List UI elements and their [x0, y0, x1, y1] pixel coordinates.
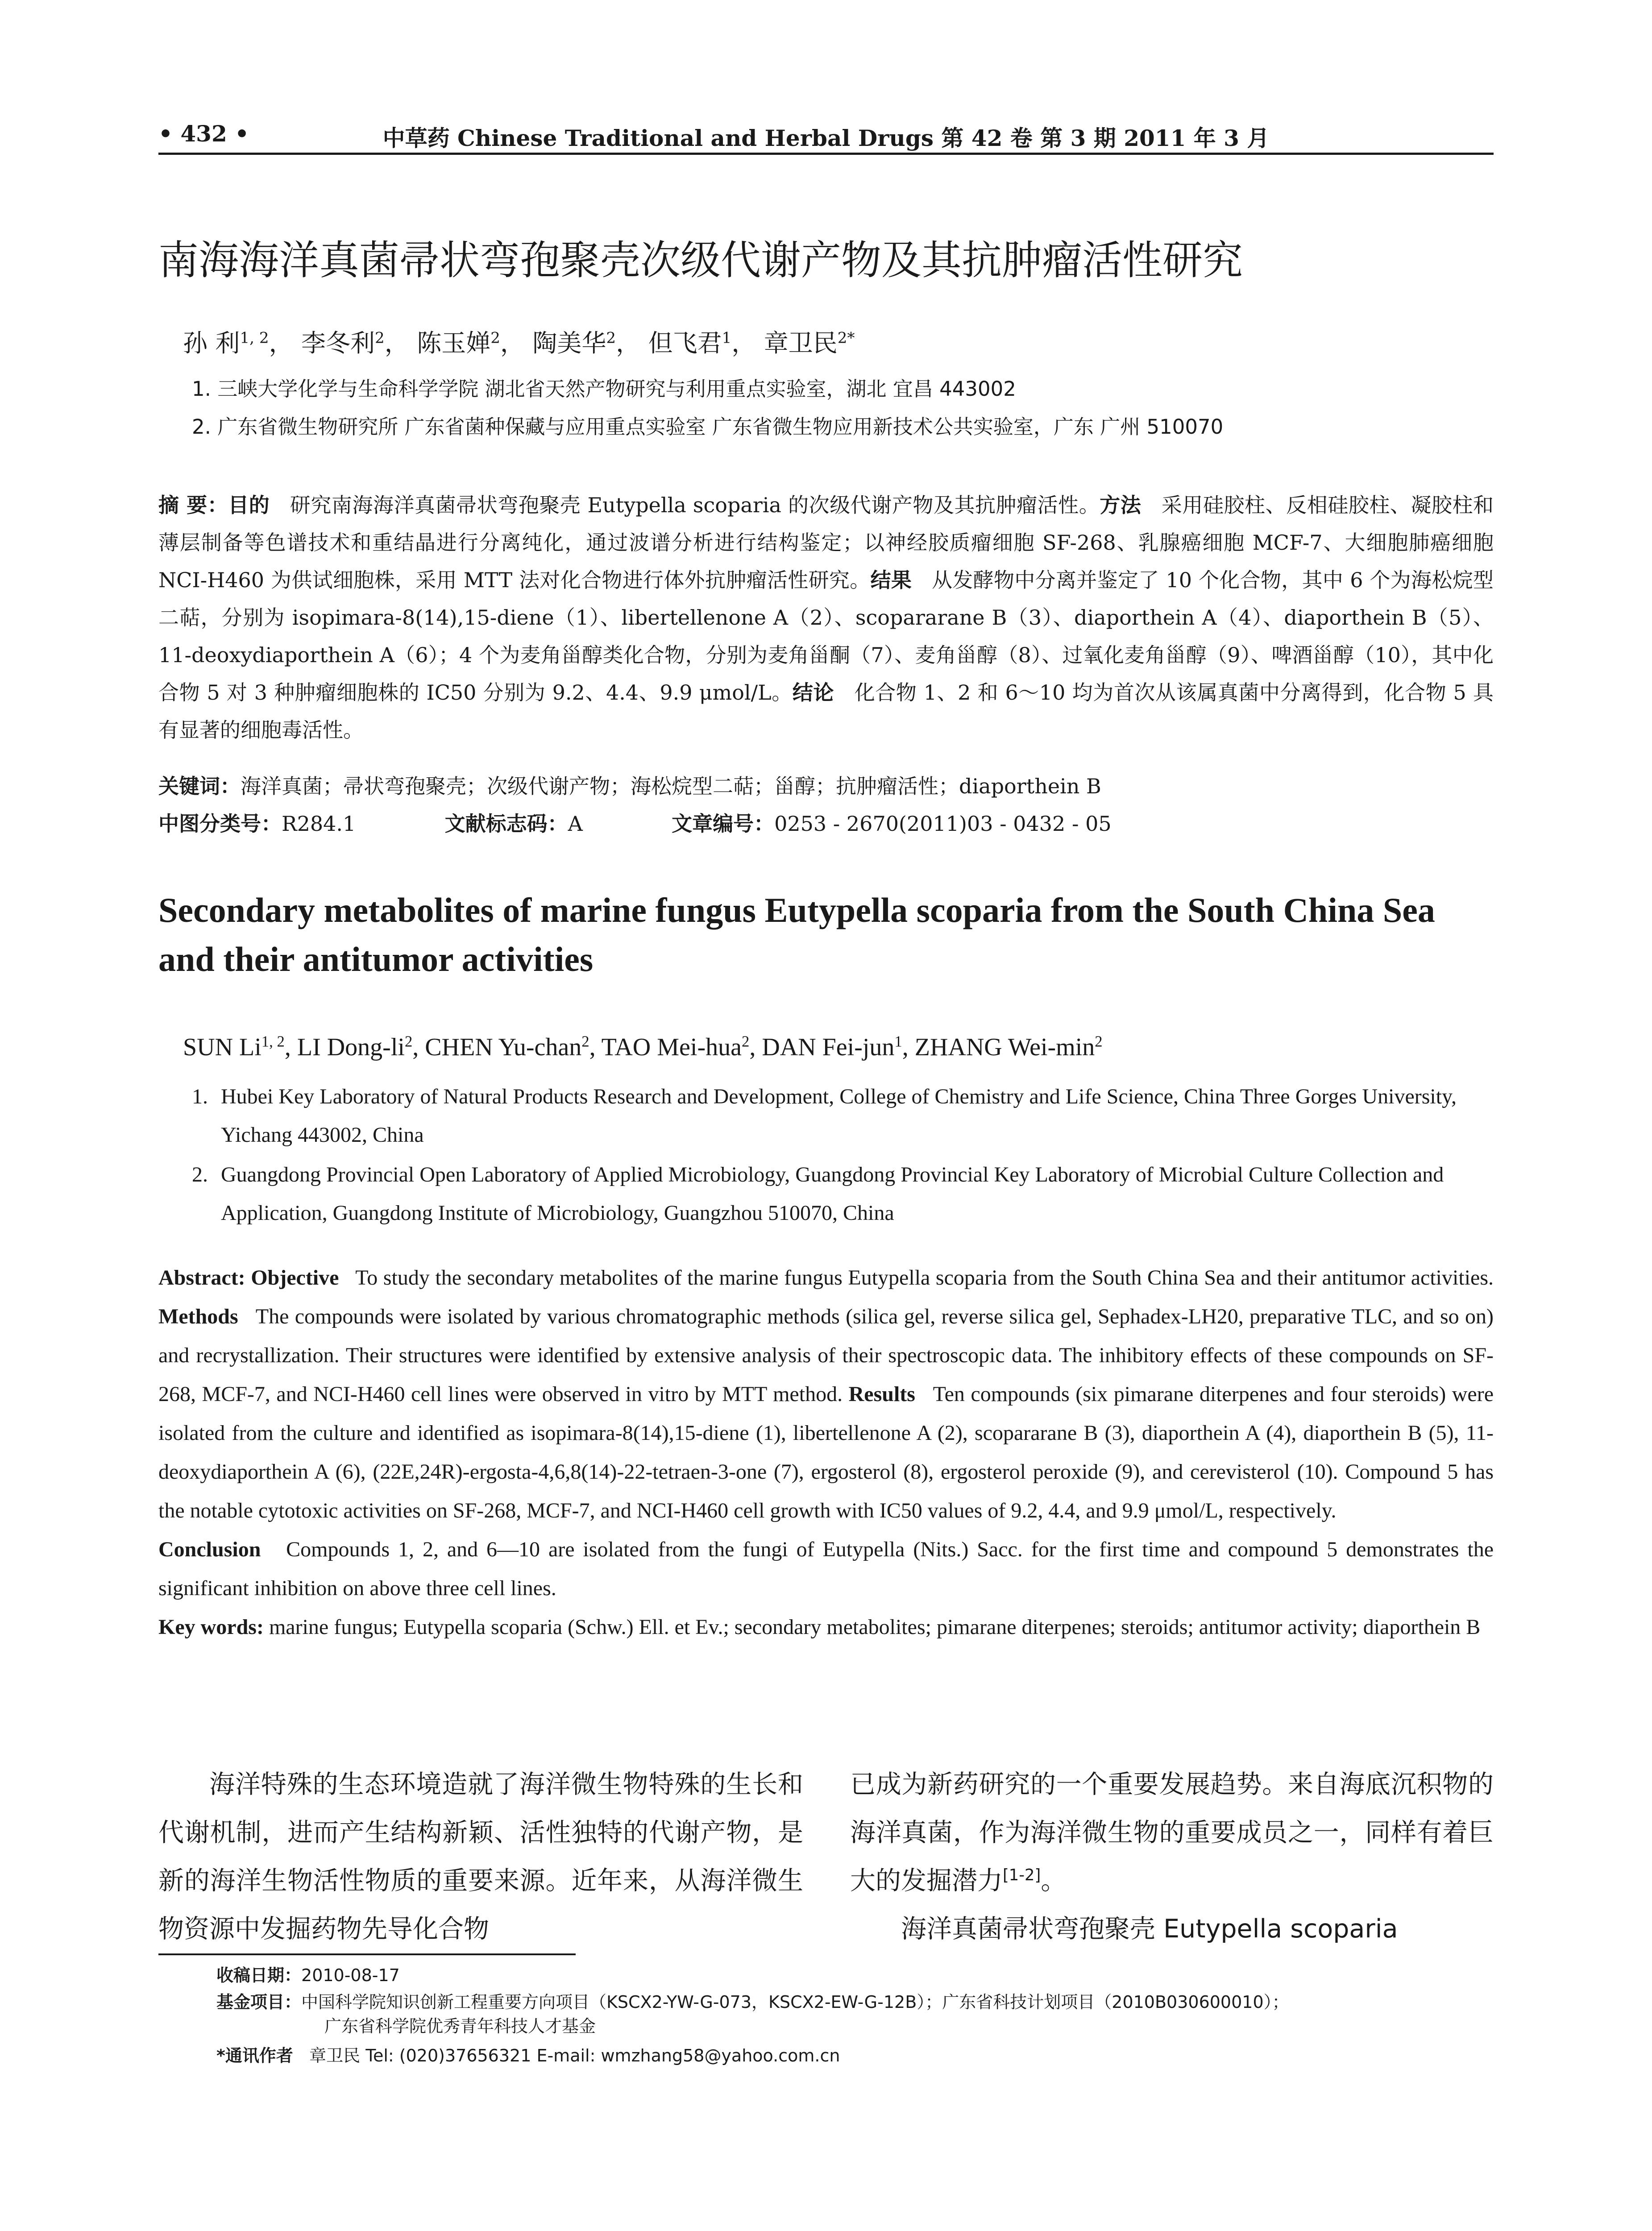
keywords-cn: 关键词：海洋真菌；帚状弯孢聚壳；次级代谢产物；海松烷型二萜；甾醇；抗肿瘤活性；diaporthein B [158, 774, 1101, 798]
abstract-cn: 摘 要：目的 研究南海海洋真菌帚状弯孢聚壳 Eutypella scoparia 的次级代谢产物及其抗肿瘤活性。方法 采用硅胶柱、反相硅胶柱、凝胶柱和薄层制备等色谱技术和重结晶进行分离纯化，通过波谱分析进行结构鉴定；以神经胶质瘤细胞 SF-268、乳腺癌细胞 MCF-7、大细胞肺癌细胞 NCI-H460 为供试细胞株，采用 MTT 法对化合物进行体外抗肿瘤活性研究。结果 从发酵物中分离并鉴定了 10 个化合物，其中 6 个为海松烷型二萜，分别为 isopimara-8(14),15-diene（1）、libertellenone A（2）、scopararane B（3）、diaporthein A（4）、diaporthein B（5）、11-deoxydiaporthein A（6）；4 个为麦角甾醇类化合物，分别为麦角甾酮（7）、麦角甾醇（8）、过氧化麦角甾醇（9）、啤酒甾醇（10），其中化合物 5 对 3 种肿瘤细胞株的 IC50 分别为 9.2、4.4、9.9 μmol/L。结论 化合物 1、2 和 6～10 均为首次从该属真菌中分离得到，化合物 5 具有显著的细胞毒活性。 [158, 493, 1494, 742]
affiliation-en-1: 1. Hubei Key Laboratory of Natural Products Research and Development, College of Chemistry and Life Science, China Three Gorges University, Yichang 443002, China [192, 1085, 1457, 1147]
body-column-left [158, 1760, 803, 1953]
title-en: Secondary metabolites of marine fungus Eutypella scoparia from the South China Sea and their antitumor activities [158, 891, 1435, 979]
authors-en: SUN Li$^{1, 2}$, LI Dong-$li^2$, CHEN Yu-chan$^2$, TAO Mei-hua$^2$, DAN Fei-jun$^1$, ZHANG Wei-$\min^2$ [183, 1033, 1103, 1061]
author-cn: 章卫民 [764, 329, 838, 357]
footnote-corresponding: *通讯作者 章卫民 Tel: (020)37656321 E-mail: wmzhang58@yahoo.com.cn [216, 2046, 840, 2065]
author-cn: 陈玉婵 [417, 329, 491, 357]
footnote-fund: 基金项目：中国科学院知识创新工程重要方向项目（KSCX2-YW-G-073，KSCX2-EW-G-12B）；广东省科技计划项目（2010B030600010）； 广东省科学院优秀青年科技人才基金 [216, 1992, 1289, 2036]
page-number: • 432 • [158, 120, 249, 147]
affiliation-cn-2: 2. 广东省微生物研究所 广东省菌种保藏与应用重点实验室 广东省微生物应用新技术公共实验室，广东 广州 510070 [192, 415, 1224, 439]
affiliation-en-2: 2. Guangdong Provincial Open Laboratory of Applied Microbiology, Guangdong Provincial Key Laboratory of Microbial Culture Collection and Application, Guangdong Institute of Microbiology, Guangzhou 510070, China [192, 1163, 1444, 1225]
footnote-rule [158, 1953, 576, 1955]
affiliation-cn-1: 1. 三峡大学化学与生命科学学院 湖北省天然产物研究与利用重点实验室，湖北 宜昌 443002 [192, 377, 1016, 401]
title-cn: 南海海洋真菌帚状弯孢聚壳次级代谢产物及其抗肿瘤活性研究 [158, 237, 1243, 284]
author-cn: 但飞君 [648, 329, 722, 357]
footnote-received: 收稿日期：2010-08-17 [216, 1966, 400, 1985]
header-rule [158, 153, 1494, 155]
body-paragraph: 已成为新药研究的一个重要发展趋势。来自海底沉积物的海洋真菌，作为海洋微生物的重要成员之一，同样有着巨大的发掘潜力[1-2]。 [850, 1770, 1494, 1895]
abstract-en: Abstract: Objective To study the secondary metabolites of the marine fungus Eutypella scoparia from the South China Sea and their antitumor activities. Methods The compounds were isolated by various chromatographic methods (silica gel, reverse silica gel, Sephadex-LH20, preparative TLC, and so on) and recrystallization. Their structures were identified by extensive analysis of their spectroscopic data. The inhibitory effects of these compounds on SF-268, MCF-7, and NCI-H460 cell lines were observed in vitro by MTT method. Results Ten compounds (six pimarane diterpenes and four steroids) were isolated from the culture and identified as isopimara-8(14),15-diene (1), libertellenone A (2), scopararane B (3), diaporthein A (4), diaporthein B (5), 11-deoxydiaporthein A (6), (22E,24R)-ergosta-4,6,8(14)-22-tetraen-3-one (7), ergosterol (8), ergosterol peroxide (9), and cerevisterol (10). Compound 5 has the notable cytotoxic activities on SF-268, MCF-7, and NCI-H460 cell growth with IC50 values of 9.2, 4.4, and 9.9 μmol/L, respectively. Conclusion Compounds 1, 2, and 6—10 are isolated from the fungi of Eutypella (Nits.) Sacc. for the first time and compound 5 demonstrates the significant inhibition on above three cell lines. Key words: marine fungus; Eutypella scoparia (Schw.) Ell. et Ev.; secondary metabolites; pimarane diterpenes; steroids; antitumor activity; diaporthein B [158, 1266, 1494, 1639]
citation-ref: [1-2] [1003, 1866, 1041, 1884]
authors-cn: 孙 利$^{1, 2}$， 李冬利$^2$， 陈玉婵$^2$， 陶美华$^2$， 但飞君$^1$， 章卫民$^{2*}$ [183, 329, 855, 357]
running-header [158, 112, 1494, 161]
body-paragraph: 海洋真菌帚状弯孢聚壳 Eutypella scoparia [901, 1914, 1398, 1944]
classification-row: 中图分类号：R284.1 文献标志码：A 文章编号：0253 - 2670(2011)03 - 0432 - 05 [158, 812, 1112, 836]
author-cn: 李冬利 [301, 329, 375, 357]
journal-info: 中草药 Chinese Traditional and Herbal Drugs 第 42 卷 第 3 期 2011 年 3 月 [382, 125, 1270, 151]
author-cn: 陶美华 [532, 329, 606, 357]
author-cn: 孙 利 [183, 329, 240, 357]
body-paragraph: 海洋特殊的生态环境造就了海洋微生物特殊的生长和代谢机制，进而产生结构新颖、活性独特的代谢产物，是新的海洋生物活性物质的重要来源。近年来，从海洋微生物资源中发掘药物先导化合物 [158, 1770, 803, 1944]
body-column-right [850, 1760, 1494, 1953]
